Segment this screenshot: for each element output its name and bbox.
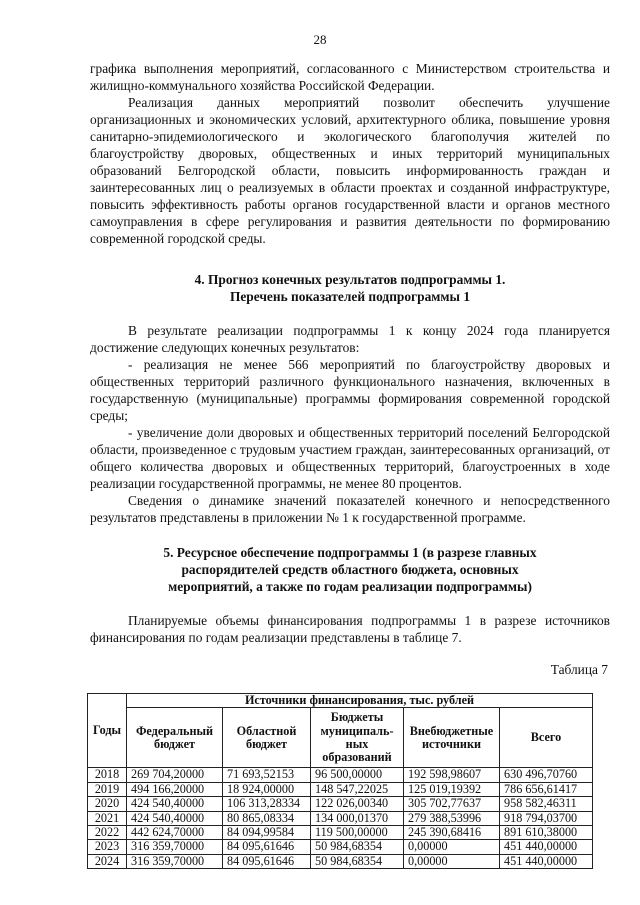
- cell-municipal: 119 500,00000: [311, 826, 404, 840]
- cell-federal: 316 359,70000: [127, 854, 223, 868]
- cell-regional: 84 095,61646: [223, 840, 311, 854]
- table-row: [88, 782, 593, 796]
- cell-year: 2019: [88, 782, 127, 796]
- section-4-bullet-2: - увеличение доли дворовых и общественных территорий поселений Белгородской области, произведенное с трудовым участием граждан, заинтересованных организаций, от общего количества дворовых и общественных территорий, благоустроенных в ходе реализации государственной программы, не менее 80 процентов.: [90, 425, 610, 491]
- cell-regional: 71 693,52153: [223, 768, 311, 782]
- section-5-heading-line1: 5. Ресурсное обеспечение подпрограммы 1 (в разрезе главных: [163, 545, 537, 560]
- cell-year: 2022: [88, 826, 127, 840]
- cell-total: 891 610,38000: [500, 826, 593, 840]
- section-5-text: Планируемые объемы финансирования подпрограммы 1 в разрезе источников финансирования по годам реализации представлены в таблице 7.: [90, 613, 610, 645]
- cell-federal: 269 704,20000: [127, 768, 223, 782]
- cell-offbudget: 279 388,53996: [404, 811, 500, 825]
- cell-federal: 316 359,70000: [127, 840, 223, 854]
- col-header-federal: Федеральный бюджет: [127, 708, 223, 768]
- cell-municipal: 50 984,68354: [311, 854, 404, 868]
- cell-total: 451 440,00000: [500, 854, 593, 868]
- cell-regional: 84 095,61646: [223, 854, 311, 868]
- table-row: [88, 826, 593, 840]
- cell-total: 451 440,00000: [500, 840, 593, 854]
- cell-year: 2024: [88, 854, 127, 868]
- section-4-intro: В результате реализации подпрограммы 1 к концу 2024 года планируется достижение следующих конечных результатов:: [90, 323, 610, 355]
- section-4-heading-line2: Перечень показателей подпрограммы 1: [229, 289, 471, 304]
- cell-municipal: 122 026,00340: [311, 797, 404, 811]
- section-5-heading: [90, 544, 610, 595]
- cell-municipal: 134 000,01370: [311, 811, 404, 825]
- cell-year: 2018: [88, 768, 127, 782]
- cell-total: 786 656,61417: [500, 782, 593, 796]
- cell-municipal: 96 500,00000: [311, 768, 404, 782]
- table-row: [88, 768, 593, 782]
- table-row: [88, 797, 593, 811]
- section-4-heading: [90, 271, 610, 305]
- group-header-financing-sources: Источники финансирования, тыс. рублей: [127, 694, 593, 708]
- section-4-heading-line1: 4. Прогноз конечных результатов подпрограммы 1.: [194, 272, 506, 287]
- paragraph-continuation: графика выполнения мероприятий, согласованного с Министерством строительства и жилищно-коммунального хозяйства Российской Федерации.: [90, 61, 610, 93]
- col-header-total: Всего: [500, 708, 593, 768]
- cell-regional: 106 313,28334: [223, 797, 311, 811]
- cell-offbudget: 245 390,68416: [404, 826, 500, 840]
- table-row: [88, 854, 593, 868]
- cell-offbudget: 125 019,19392: [404, 782, 500, 796]
- table-caption: Таблица 7: [550, 662, 608, 677]
- page-number: 28: [313, 32, 327, 47]
- cell-regional: 80 865,08334: [223, 811, 311, 825]
- table-row: [88, 840, 593, 854]
- cell-year: 2020: [88, 797, 127, 811]
- cell-total: 918 794,03700: [500, 811, 593, 825]
- table-row: [88, 811, 593, 825]
- section-4-closing: Сведения о динамике значений показателей конечного и непосредственного результатов представлены в приложении № 1 к государственной программе.: [90, 493, 610, 525]
- col-header-regional: Областной бюджет: [223, 708, 311, 768]
- cell-federal: 442 624,70000: [127, 826, 223, 840]
- financing-table: [87, 693, 593, 869]
- cell-year: 2023: [88, 840, 127, 854]
- col-header-offbudget: Внебюджетные источники: [404, 708, 500, 768]
- paragraph-implementation: Реализация данных мероприятий позволит обеспечить улучшение организационных и экономических условий, архитектурного облика, повышение уровня санитарно-эпидемиологического и экологического благополучия жителей по благоустройству дворовых, общественных и иных территорий муниципальных образований Белгородской области, повысить информированность граждан и заинтересованных лиц о реализуемых в области проектах и созданной инфраструктуре, повысить эффективность работы органов государственной власти и органов местного самоуправления в сфере регулирования и развития деятельности по формированию современной городской среды.: [90, 95, 610, 246]
- section-5-heading-line3: мероприятий, а также по годам реализации подпрограммы): [168, 579, 532, 594]
- cell-offbudget: 0,00000: [404, 854, 500, 868]
- cell-offbudget: 305 702,77637: [404, 797, 500, 811]
- cell-offbudget: 192 598,98607: [404, 768, 500, 782]
- cell-federal: 424 540,40000: [127, 811, 223, 825]
- cell-regional: 18 924,00000: [223, 782, 311, 796]
- cell-total: 630 496,70760: [500, 768, 593, 782]
- cell-offbudget: 0,00000: [404, 840, 500, 854]
- col-header-years: Годы: [88, 694, 127, 768]
- col-header-municipal: Бюджеты муниципаль-ных образований: [311, 708, 404, 768]
- cell-federal: 424 540,40000: [127, 797, 223, 811]
- cell-year: 2021: [88, 811, 127, 825]
- cell-regional: 84 094,99584: [223, 826, 311, 840]
- cell-municipal: 148 547,22025: [311, 782, 404, 796]
- document-body: [90, 60, 610, 869]
- cell-municipal: 50 984,68354: [311, 840, 404, 854]
- cell-total: 958 582,46311: [500, 797, 593, 811]
- section-5-heading-line2: распорядителей средств областного бюджета, основных: [181, 562, 519, 577]
- cell-federal: 494 166,20000: [127, 782, 223, 796]
- section-4-bullet-1: - реализация не менее 566 мероприятий по благоустройству дворовых и общественных территорий различного функционального назначения, включенных в государственную (муниципальные) программы формирования современной городской среды;: [90, 357, 610, 423]
